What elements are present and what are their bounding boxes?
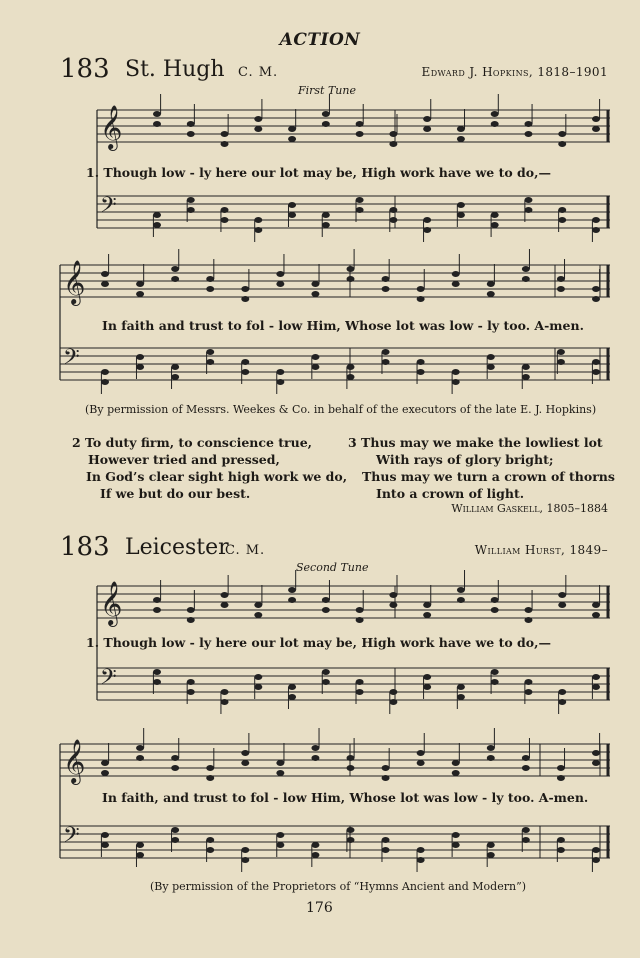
note-head <box>101 760 109 766</box>
note-head <box>288 694 296 700</box>
note-head <box>457 694 465 700</box>
note-head <box>382 286 390 292</box>
note-head <box>254 126 262 132</box>
note-head <box>452 832 460 838</box>
note-head <box>382 765 390 771</box>
note-head <box>221 217 229 223</box>
hymn-number: 183 <box>60 532 110 562</box>
note-head <box>592 602 600 608</box>
note-head <box>382 276 390 282</box>
tune-label: First Tune <box>298 84 356 97</box>
note-head <box>382 349 390 355</box>
lyric-line: 1. Though low - ly here our lot may be, High work have we to do,— <box>86 165 551 180</box>
note-head <box>557 349 565 355</box>
note-head <box>153 111 161 117</box>
note-head <box>206 765 214 771</box>
composer: William Hurst, 1849– <box>474 543 608 557</box>
note-head <box>206 349 214 355</box>
note-head <box>487 852 495 858</box>
note-head <box>288 587 296 593</box>
note-head <box>187 689 195 695</box>
note-head <box>221 689 229 695</box>
note-head <box>221 141 229 147</box>
note-head <box>592 227 600 233</box>
note-head <box>457 126 465 132</box>
note-head <box>592 760 600 766</box>
note-head <box>491 212 499 218</box>
note-head <box>241 750 249 756</box>
note-head <box>276 770 284 776</box>
note-head <box>136 281 144 287</box>
note-head <box>452 770 460 776</box>
note-head <box>153 121 161 127</box>
note-head <box>558 689 566 695</box>
note-head <box>101 842 109 848</box>
bass-clef: 𝄢 <box>100 193 117 223</box>
permission-note: (By permission of Messrs. Weekes & Co. in behalf of the executors of the late E. J. Hopkins) <box>85 403 597 416</box>
verse-3: 3 Thus may we make the lowliest lot With rays of glory bright; Thus may we turn a crown of thorns Into a crown of light. <box>348 435 615 501</box>
note-head <box>558 699 566 705</box>
note-head <box>558 592 566 598</box>
note-head <box>276 271 284 277</box>
note-head <box>592 847 600 853</box>
note-head <box>254 602 262 608</box>
note-head <box>423 126 431 132</box>
note-head <box>524 607 532 613</box>
treble-clef: 𝄞 <box>100 581 123 625</box>
note-head <box>187 121 195 127</box>
note-head <box>241 286 249 292</box>
note-head <box>322 121 330 127</box>
note-head <box>171 266 179 272</box>
note-head <box>206 775 214 781</box>
note-head <box>288 136 296 142</box>
note-head <box>136 354 144 360</box>
note-head <box>524 131 532 137</box>
note-head <box>136 291 144 297</box>
note-head <box>276 760 284 766</box>
note-head <box>382 847 390 853</box>
note-head <box>423 116 431 122</box>
note-head <box>206 359 214 365</box>
note-head <box>423 674 431 680</box>
note-head <box>356 607 364 613</box>
hymn-number: 183 <box>60 54 110 84</box>
note-head <box>356 121 364 127</box>
tune-name: St. Hugh <box>125 57 225 82</box>
note-head <box>417 847 425 853</box>
note-head <box>241 847 249 853</box>
note-head <box>487 281 495 287</box>
note-head <box>347 266 355 272</box>
note-head <box>322 679 330 685</box>
note-head <box>423 602 431 608</box>
note-head <box>311 745 319 751</box>
note-head <box>136 364 144 370</box>
note-head <box>557 286 565 292</box>
note-head <box>452 281 460 287</box>
note-head <box>522 827 530 833</box>
note-head <box>136 852 144 858</box>
note-head <box>423 217 431 223</box>
note-head <box>417 286 425 292</box>
note-head <box>356 197 364 203</box>
note-head <box>276 842 284 848</box>
note-head <box>457 684 465 690</box>
note-head <box>347 364 355 370</box>
note-head <box>356 679 364 685</box>
note-head <box>311 755 319 761</box>
note-head <box>417 359 425 365</box>
note-head <box>592 296 600 302</box>
note-head <box>487 291 495 297</box>
note-head <box>389 217 397 223</box>
note-head <box>171 374 179 380</box>
note-head <box>347 276 355 282</box>
note-head <box>558 602 566 608</box>
note-head <box>101 379 109 385</box>
note-head <box>524 197 532 203</box>
note-head <box>452 369 460 375</box>
bass-clef: 𝄢 <box>63 823 80 853</box>
note-head <box>557 847 565 853</box>
note-head <box>322 597 330 603</box>
note-head <box>423 612 431 618</box>
note-head <box>382 775 390 781</box>
note-head <box>389 141 397 147</box>
note-head <box>153 669 161 675</box>
note-head <box>276 379 284 385</box>
note-head <box>101 369 109 375</box>
note-head <box>347 765 355 771</box>
note-head <box>187 131 195 137</box>
note-head <box>322 222 330 228</box>
note-head <box>417 857 425 863</box>
note-head <box>452 271 460 277</box>
note-head <box>592 750 600 756</box>
note-head <box>276 832 284 838</box>
note-head <box>347 755 355 761</box>
verse-author: William Gaskell, 1805–1884 <box>451 502 608 515</box>
note-head <box>491 669 499 675</box>
verse-2: 2 To duty firm, to conscience true, However tried and pressed, In God’s clear sight high work we do, If we but do our best. <box>72 435 348 501</box>
note-head <box>491 111 499 117</box>
note-head <box>101 832 109 838</box>
tune-label: Second Tune <box>296 561 369 574</box>
note-head <box>382 359 390 365</box>
note-head <box>452 379 460 385</box>
note-head <box>311 852 319 858</box>
note-head <box>417 369 425 375</box>
note-head <box>524 121 532 127</box>
note-head <box>522 364 530 370</box>
note-head <box>153 597 161 603</box>
note-head <box>522 266 530 272</box>
note-head <box>524 617 532 623</box>
note-head <box>187 207 195 213</box>
note-head <box>417 760 425 766</box>
note-head <box>592 612 600 618</box>
treble-clef: 𝄞 <box>63 260 86 304</box>
note-head <box>221 592 229 598</box>
page-number: 176 <box>306 900 333 916</box>
note-head <box>347 837 355 843</box>
note-head <box>356 207 364 213</box>
note-head <box>347 374 355 380</box>
lyric-line: In faith and trust to fol - low Him, Whose lot was low - ly too. A-men. <box>102 318 584 333</box>
note-head <box>491 597 499 603</box>
note-head <box>136 842 144 848</box>
note-head <box>221 131 229 137</box>
note-head <box>491 222 499 228</box>
meter: C. M. <box>238 65 279 80</box>
note-head <box>592 217 600 223</box>
note-head <box>522 755 530 761</box>
note-head <box>557 359 565 365</box>
note-head <box>153 222 161 228</box>
note-head <box>347 827 355 833</box>
note-head <box>423 684 431 690</box>
note-head <box>487 755 495 761</box>
lyric-line: 1. Though low - ly here our lot may be, High work have we to do,— <box>86 635 551 650</box>
note-head <box>557 765 565 771</box>
note-head <box>423 227 431 233</box>
note-head <box>524 689 532 695</box>
note-head <box>288 202 296 208</box>
note-head <box>206 286 214 292</box>
note-head <box>522 276 530 282</box>
note-head <box>171 765 179 771</box>
note-head <box>322 669 330 675</box>
note-head <box>206 837 214 843</box>
note-head <box>592 359 600 365</box>
note-head <box>311 364 319 370</box>
meter: C. M. <box>225 543 266 558</box>
note-head <box>389 689 397 695</box>
note-head <box>187 617 195 623</box>
bass-clef: 𝄢 <box>100 665 117 695</box>
permission-note: (By permission of the Proprietors of “Hymns Ancient and Modern”) <box>150 880 526 893</box>
note-head <box>592 126 600 132</box>
note-head <box>557 276 565 282</box>
note-head <box>254 116 262 122</box>
note-head <box>522 837 530 843</box>
note-head <box>592 369 600 375</box>
note-head <box>389 699 397 705</box>
note-head <box>206 847 214 853</box>
note-head <box>241 857 249 863</box>
note-head <box>171 837 179 843</box>
note-head <box>389 131 397 137</box>
note-head <box>254 612 262 618</box>
note-head <box>254 217 262 223</box>
note-head <box>558 217 566 223</box>
note-head <box>389 602 397 608</box>
note-head <box>221 207 229 213</box>
note-head <box>221 602 229 608</box>
note-head <box>389 207 397 213</box>
note-head <box>311 291 319 297</box>
note-head <box>187 197 195 203</box>
note-head <box>171 364 179 370</box>
note-head <box>101 271 109 277</box>
note-head <box>241 369 249 375</box>
note-head <box>558 207 566 213</box>
note-head <box>457 202 465 208</box>
note-head <box>524 207 532 213</box>
note-head <box>288 212 296 218</box>
note-head <box>487 364 495 370</box>
note-head <box>311 354 319 360</box>
note-head <box>558 141 566 147</box>
lyric-line: In faith, and trust to fol - low Him, Whose lot was low - ly too. A-men. <box>102 790 589 805</box>
note-head <box>491 607 499 613</box>
note-head <box>241 296 249 302</box>
note-head <box>592 286 600 292</box>
note-head <box>311 842 319 848</box>
note-head <box>206 276 214 282</box>
note-head <box>452 842 460 848</box>
note-head <box>457 597 465 603</box>
note-head <box>457 136 465 142</box>
note-head <box>311 281 319 287</box>
note-head <box>288 684 296 690</box>
note-head <box>592 116 600 122</box>
note-head <box>153 679 161 685</box>
section-title: ACTION <box>279 30 361 50</box>
note-head <box>101 281 109 287</box>
note-head <box>276 281 284 287</box>
note-head <box>322 111 330 117</box>
note-head <box>171 827 179 833</box>
note-head <box>136 745 144 751</box>
note-head <box>171 755 179 761</box>
note-head <box>187 679 195 685</box>
note-head <box>557 837 565 843</box>
note-head <box>356 617 364 623</box>
note-head <box>522 374 530 380</box>
note-head <box>322 607 330 613</box>
note-head <box>221 699 229 705</box>
composer: Edward J. Hopkins, 1818–1901 <box>421 65 608 79</box>
note-head <box>457 212 465 218</box>
note-head <box>487 354 495 360</box>
note-head <box>241 359 249 365</box>
note-head <box>382 837 390 843</box>
note-head <box>153 607 161 613</box>
note-head <box>101 770 109 776</box>
note-head <box>558 131 566 137</box>
note-head <box>557 775 565 781</box>
note-head <box>592 857 600 863</box>
treble-clef: 𝄞 <box>63 739 86 783</box>
note-head <box>254 684 262 690</box>
note-head <box>389 592 397 598</box>
note-head <box>417 296 425 302</box>
bass-clef: 𝄢 <box>63 345 80 375</box>
note-head <box>417 750 425 756</box>
note-head <box>288 126 296 132</box>
note-head <box>487 842 495 848</box>
note-head <box>171 276 179 282</box>
note-head <box>592 674 600 680</box>
note-head <box>487 745 495 751</box>
note-head <box>254 674 262 680</box>
treble-clef: 𝄞 <box>100 105 123 149</box>
note-head <box>356 689 364 695</box>
note-head <box>491 121 499 127</box>
note-head <box>322 212 330 218</box>
note-head <box>452 760 460 766</box>
note-head <box>136 755 144 761</box>
note-head <box>491 679 499 685</box>
tune-name: Leicester <box>125 535 229 560</box>
note-head <box>457 587 465 593</box>
note-head <box>524 679 532 685</box>
note-head <box>592 684 600 690</box>
note-head <box>153 212 161 218</box>
note-head <box>187 607 195 613</box>
note-head <box>288 597 296 603</box>
note-head <box>254 227 262 233</box>
note-head <box>241 760 249 766</box>
note-head <box>522 765 530 771</box>
note-head <box>356 131 364 137</box>
note-head <box>276 369 284 375</box>
